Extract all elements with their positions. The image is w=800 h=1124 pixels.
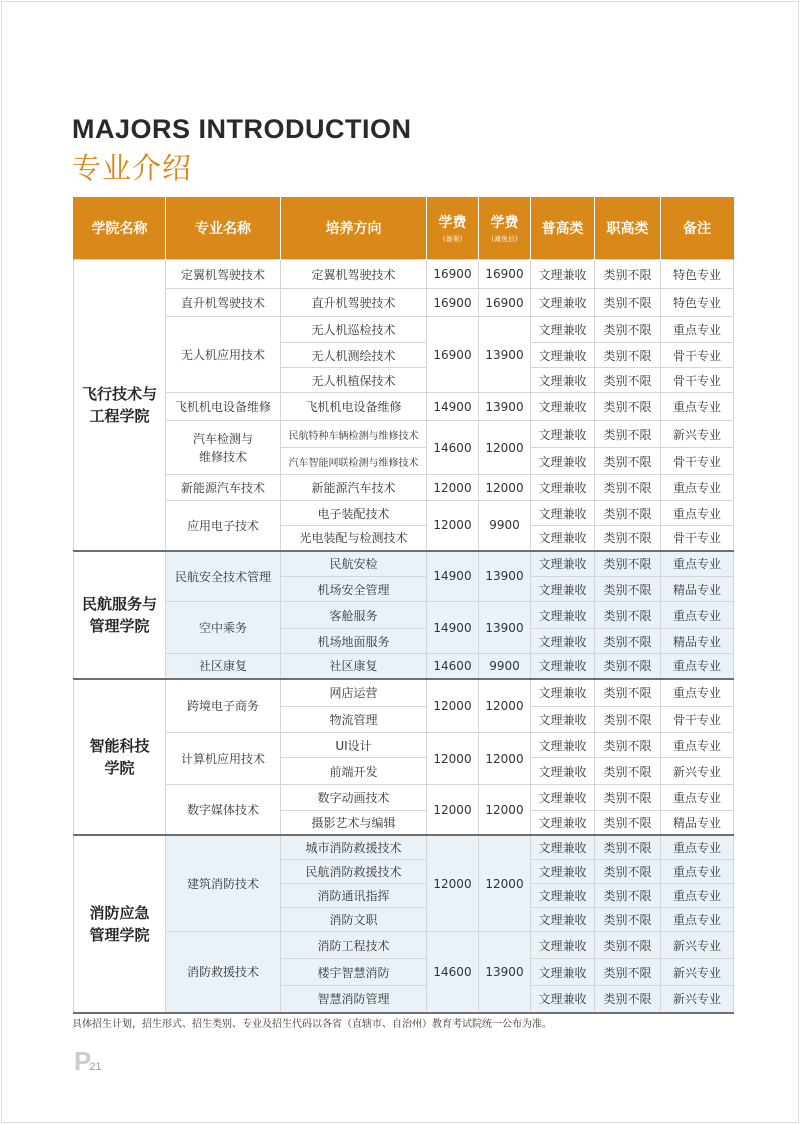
remark-cell: 新兴专业 [661,959,734,986]
major-cell: 计算机应用技术 [166,733,281,785]
direction-cell: 社区康复 [281,654,427,679]
general-cell: 文理兼收 [531,654,595,679]
remark-cell: 重点专业 [661,884,734,908]
vocational-cell: 类别不限 [595,551,661,577]
table-row [74,260,734,289]
fee-filed-cell: 12000 [427,475,479,501]
direction-cell: 直升机驾驶技术 [281,289,427,317]
vocational-cell: 类别不限 [595,884,661,908]
direction-cell: 民航安检 [281,551,427,577]
header-direction: 培养方向 [281,197,427,260]
page-title-english: MAJORS INTRODUCTION [72,114,412,144]
header-major: 专业名称 [166,197,281,260]
header-fee-reduced: 学费 (减免后) [479,197,531,260]
direction-cell: 无人机测绘技术 [281,343,427,368]
table-row [74,679,734,707]
general-cell: 文理兼收 [531,289,595,317]
vocational-cell: 类别不限 [595,317,661,343]
direction-cell: 光电装配与检测技术 [281,526,427,551]
remark-cell: 骨干专业 [661,526,734,551]
fee-filed-cell: 12000 [427,785,479,836]
vocational-cell: 类别不限 [595,421,661,448]
table-row [74,393,734,421]
direction-cell: 前端开发 [281,758,427,785]
table-row [74,835,734,860]
direction-cell: 数字动画技术 [281,785,427,811]
general-cell: 文理兼收 [531,811,595,836]
header-remark: 备注 [661,197,734,260]
remark-cell: 精品专业 [661,629,734,654]
major-cell: 定翼机驾驶技术 [166,260,281,289]
vocational-cell: 类别不限 [595,475,661,501]
general-cell: 文理兼收 [531,835,595,860]
fee-reduced-cell: 13900 [479,932,531,1013]
general-cell: 文理兼收 [531,860,595,884]
fee-filed-cell: 16900 [427,289,479,317]
general-cell: 文理兼收 [531,393,595,421]
general-cell: 文理兼收 [531,448,595,475]
general-cell: 文理兼收 [531,707,595,733]
general-cell: 文理兼收 [531,368,595,393]
remark-cell: 重点专业 [661,475,734,501]
direction-cell: 新能源汽车技术 [281,475,427,501]
vocational-cell: 类别不限 [595,602,661,629]
general-cell: 文理兼收 [531,421,595,448]
table-row [74,785,734,811]
majors-table [73,197,734,1014]
remark-cell: 重点专业 [661,602,734,629]
remark-cell: 重点专业 [661,551,734,577]
fee-filed-cell: 14600 [427,421,479,475]
general-cell: 文理兼收 [531,758,595,785]
general-cell: 文理兼收 [531,908,595,932]
fee-reduced-cell: 12000 [479,421,531,475]
vocational-cell: 类别不限 [595,908,661,932]
direction-cell: 无人机植保技术 [281,368,427,393]
general-cell: 文理兼收 [531,986,595,1013]
direction-cell: 楼宇智慧消防 [281,959,427,986]
vocational-cell: 类别不限 [595,932,661,959]
header-fee-reduced-note: (减免后) [491,235,518,243]
remark-cell: 骨干专业 [661,368,734,393]
page-number [74,1046,104,1076]
general-cell: 文理兼收 [531,343,595,368]
general-cell: 文理兼收 [531,629,595,654]
direction-cell: 网店运营 [281,679,427,707]
general-cell: 文理兼收 [531,679,595,707]
vocational-cell: 类别不限 [595,811,661,836]
page-number-value: 21 [89,1061,102,1073]
header-vocational-high: 职高类 [595,197,661,260]
table-row [74,733,734,758]
fee-reduced-cell: 16900 [479,289,531,317]
remark-cell: 重点专业 [661,835,734,860]
remark-cell: 新兴专业 [661,986,734,1013]
table-row [74,932,734,959]
general-cell: 文理兼收 [531,959,595,986]
page-title-chinese: 专业介绍 [72,151,193,185]
direction-cell: 无人机巡检技术 [281,317,427,343]
direction-cell: 智慧消防管理 [281,986,427,1013]
major-cell: 飞机机电设备维修 [166,393,281,421]
vocational-cell: 类别不限 [595,526,661,551]
vocational-cell: 类别不限 [595,343,661,368]
general-cell: 文理兼收 [531,501,595,526]
direction-cell: 定翼机驾驶技术 [281,260,427,289]
college-cell: 智能科技学院 [74,679,166,836]
remark-cell: 新兴专业 [661,932,734,959]
fee-filed-cell: 14600 [427,654,479,679]
remark-cell: 重点专业 [661,785,734,811]
table-header-row [74,197,734,260]
general-cell: 文理兼收 [531,932,595,959]
direction-cell: 消防文职 [281,908,427,932]
remark-cell: 重点专业 [661,393,734,421]
major-cell: 数字媒体技术 [166,785,281,836]
major-name-text: 汽车检测与维修技术 [192,431,253,464]
vocational-cell: 类别不限 [595,289,661,317]
fee-reduced-cell: 16900 [479,260,531,289]
vocational-cell: 类别不限 [595,393,661,421]
fee-filed-cell: 16900 [427,260,479,289]
direction-cell: UI设计 [281,733,427,758]
general-cell: 文理兼收 [531,602,595,629]
vocational-cell: 类别不限 [595,654,661,679]
general-cell: 文理兼收 [531,317,595,343]
vocational-cell: 类别不限 [595,679,661,707]
general-cell: 文理兼收 [531,884,595,908]
header-fee-filed: 学费 (备案) [427,197,479,260]
remark-cell: 重点专业 [661,733,734,758]
remark-cell: 精品专业 [661,811,734,836]
direction-cell: 客舱服务 [281,602,427,629]
fee-filed-cell: 14900 [427,393,479,421]
remark-cell: 重点专业 [661,679,734,707]
fee-reduced-cell: 9900 [479,501,531,551]
general-cell: 文理兼收 [531,785,595,811]
remark-cell: 重点专业 [661,501,734,526]
direction-cell: 消防通讯指挥 [281,884,427,908]
college-cell: 飞行技术与工程学院 [74,260,166,551]
direction-cell: 消防工程技术 [281,932,427,959]
remark-cell: 重点专业 [661,908,734,932]
major-cell: 建筑消防技术 [166,835,281,932]
fee-reduced-cell: 13900 [479,393,531,421]
fee-reduced-cell: 9900 [479,654,531,679]
college-cell: 民航服务与管理学院 [74,551,166,679]
direction-cell: 物流管理 [281,707,427,733]
direction-cell: 民航特种车辆检测与维修技术 [281,421,427,448]
general-cell: 文理兼收 [531,526,595,551]
vocational-cell: 类别不限 [595,368,661,393]
major-cell: 跨境电子商务 [166,679,281,733]
table-row [74,654,734,679]
vocational-cell: 类别不限 [595,860,661,884]
table-row [74,602,734,629]
header-general-high: 普高类 [531,197,595,260]
direction-cell: 汽车智能网联检测与维修技术 [281,448,427,475]
vocational-cell: 类别不限 [595,577,661,602]
vocational-cell: 类别不限 [595,260,661,289]
fee-reduced-cell: 12000 [479,785,531,836]
major-cell: 直升机驾驶技术 [166,289,281,317]
vocational-cell: 类别不限 [595,733,661,758]
table-row [74,475,734,501]
major-cell: 空中乘务 [166,602,281,654]
page-letter: P [74,1046,92,1076]
fee-filed-cell: 12000 [427,679,479,733]
vocational-cell: 类别不限 [595,835,661,860]
remark-cell: 新兴专业 [661,421,734,448]
major-cell: 应用电子技术 [166,501,281,551]
fee-filed-cell: 12000 [427,733,479,785]
major-cell: 社区康复 [166,654,281,679]
fee-filed-cell: 12000 [427,501,479,551]
direction-cell: 摄影艺术与编辑 [281,811,427,836]
table-row [74,421,734,448]
major-cell: 民航安全技术管理 [166,551,281,602]
table-row [74,317,734,343]
fee-filed-cell: 14600 [427,932,479,1013]
remark-cell: 骨干专业 [661,448,734,475]
header-college: 学院名称 [74,197,166,260]
remark-cell: 重点专业 [661,860,734,884]
table-row [74,501,734,526]
general-cell: 文理兼收 [531,577,595,602]
fee-reduced-cell: 13900 [479,551,531,602]
college-cell: 消防应急管理学院 [74,835,166,1013]
direction-cell: 机场安全管理 [281,577,427,602]
direction-cell: 机场地面服务 [281,629,427,654]
major-cell: 无人机应用技术 [166,317,281,393]
major-cell [166,421,281,475]
fee-reduced-cell: 12000 [479,835,531,932]
table-row [74,289,734,317]
major-cell: 新能源汽车技术 [166,475,281,501]
vocational-cell: 类别不限 [595,758,661,785]
fee-filed-cell: 14900 [427,602,479,654]
remark-cell: 骨干专业 [661,343,734,368]
remark-cell: 骨干专业 [661,707,734,733]
fee-reduced-cell: 13900 [479,602,531,654]
general-cell: 文理兼收 [531,475,595,501]
general-cell: 文理兼收 [531,551,595,577]
remark-cell: 精品专业 [661,577,734,602]
direction-cell: 民航消防救援技术 [281,860,427,884]
vocational-cell: 类别不限 [595,448,661,475]
fee-filed-cell: 14900 [427,551,479,602]
remark-cell: 特色专业 [661,260,734,289]
general-cell: 文理兼收 [531,260,595,289]
fee-reduced-cell: 12000 [479,475,531,501]
vocational-cell: 类别不限 [595,629,661,654]
vocational-cell: 类别不限 [595,785,661,811]
footnote: 具体招生计划，招生形式、招生类别、专业及招生代码以各省（直辖市、自治州）教育考试院统一公布为准。 [72,1019,552,1030]
remark-cell: 新兴专业 [661,758,734,785]
fee-filed-cell: 12000 [427,835,479,932]
vocational-cell: 类别不限 [595,707,661,733]
fee-reduced-cell: 12000 [479,679,531,733]
remark-cell: 重点专业 [661,317,734,343]
fee-reduced-cell: 13900 [479,317,531,393]
header-fee-filed-note: (备案) [442,235,463,243]
table-row [74,551,734,577]
remark-cell: 特色专业 [661,289,734,317]
vocational-cell: 类别不限 [595,501,661,526]
fee-filed-cell: 16900 [427,317,479,393]
general-cell: 文理兼收 [531,733,595,758]
vocational-cell: 类别不限 [595,959,661,986]
direction-cell: 电子装配技术 [281,501,427,526]
major-cell: 消防救援技术 [166,932,281,1013]
vocational-cell: 类别不限 [595,986,661,1013]
direction-cell: 飞机机电设备维修 [281,393,427,421]
remark-cell: 重点专业 [661,654,734,679]
fee-reduced-cell: 12000 [479,733,531,785]
direction-cell: 城市消防救援技术 [281,835,427,860]
